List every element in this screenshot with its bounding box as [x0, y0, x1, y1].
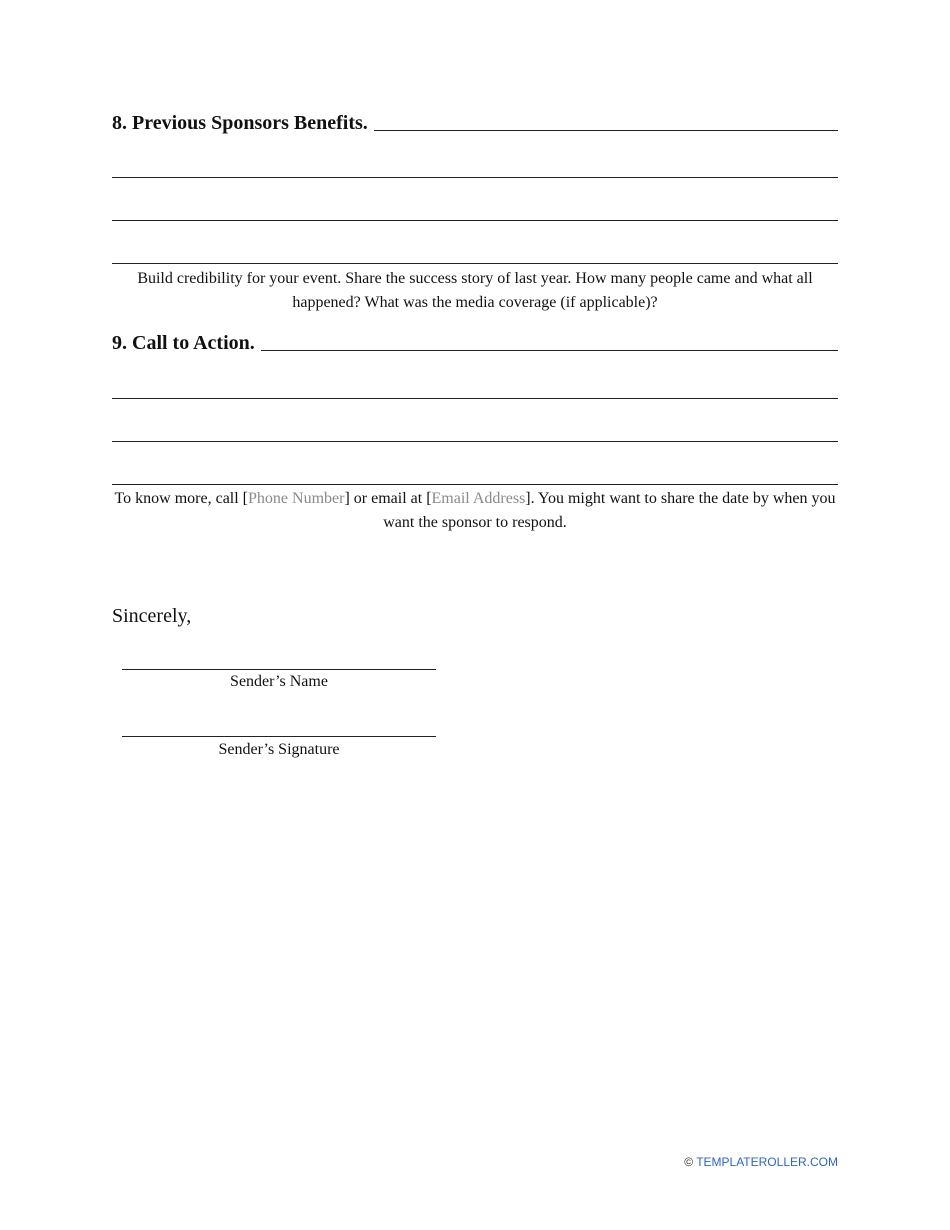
copyright-icon: © — [684, 1155, 694, 1169]
section-9-blank-line[interactable] — [112, 398, 838, 399]
section-9-blank-line[interactable] — [112, 441, 838, 442]
brand-text: TEMPLATEROLLER.COM — [696, 1155, 838, 1169]
section-9-heading-row — [112, 332, 838, 355]
email-placeholder: Email Address — [431, 490, 526, 507]
section-8-heading-row — [112, 112, 838, 135]
section-8-blank-line[interactable] — [112, 177, 838, 178]
section-9-description — [112, 487, 838, 535]
sender-name-line[interactable] — [122, 669, 436, 670]
desc-text: To know more, call [ — [114, 490, 249, 507]
salutation: Sincerely, — [112, 605, 192, 627]
section-8-fill-line[interactable] — [374, 130, 838, 131]
desc-text: ] or email at [ — [344, 490, 432, 507]
section-9-heading: 9. Call to Action. — [112, 332, 255, 354]
section-9-blank-line[interactable] — [112, 484, 838, 485]
sender-name-label: Sender’s Name — [230, 673, 328, 690]
section-8-heading: 8. Previous Sponsors Benefits. — [112, 112, 368, 134]
section-8-blank-line[interactable] — [112, 220, 838, 221]
phone-placeholder: Phone Number — [248, 490, 345, 507]
section-9-fill-line[interactable] — [261, 350, 838, 351]
sender-signature-line[interactable] — [122, 736, 436, 737]
sender-signature-label: Sender’s Signature — [218, 741, 340, 758]
section-8-description: Build credibility for your event. Share the success story of last year. How many people came and what all happened? What was the media coverage (if applicable)? — [137, 270, 813, 311]
section-8-blank-line[interactable] — [112, 263, 838, 264]
desc-text: ]. You might want to share the date by when you want the sponsor to respond. — [383, 490, 836, 531]
footer-brand-link[interactable] — [684, 1155, 838, 1169]
